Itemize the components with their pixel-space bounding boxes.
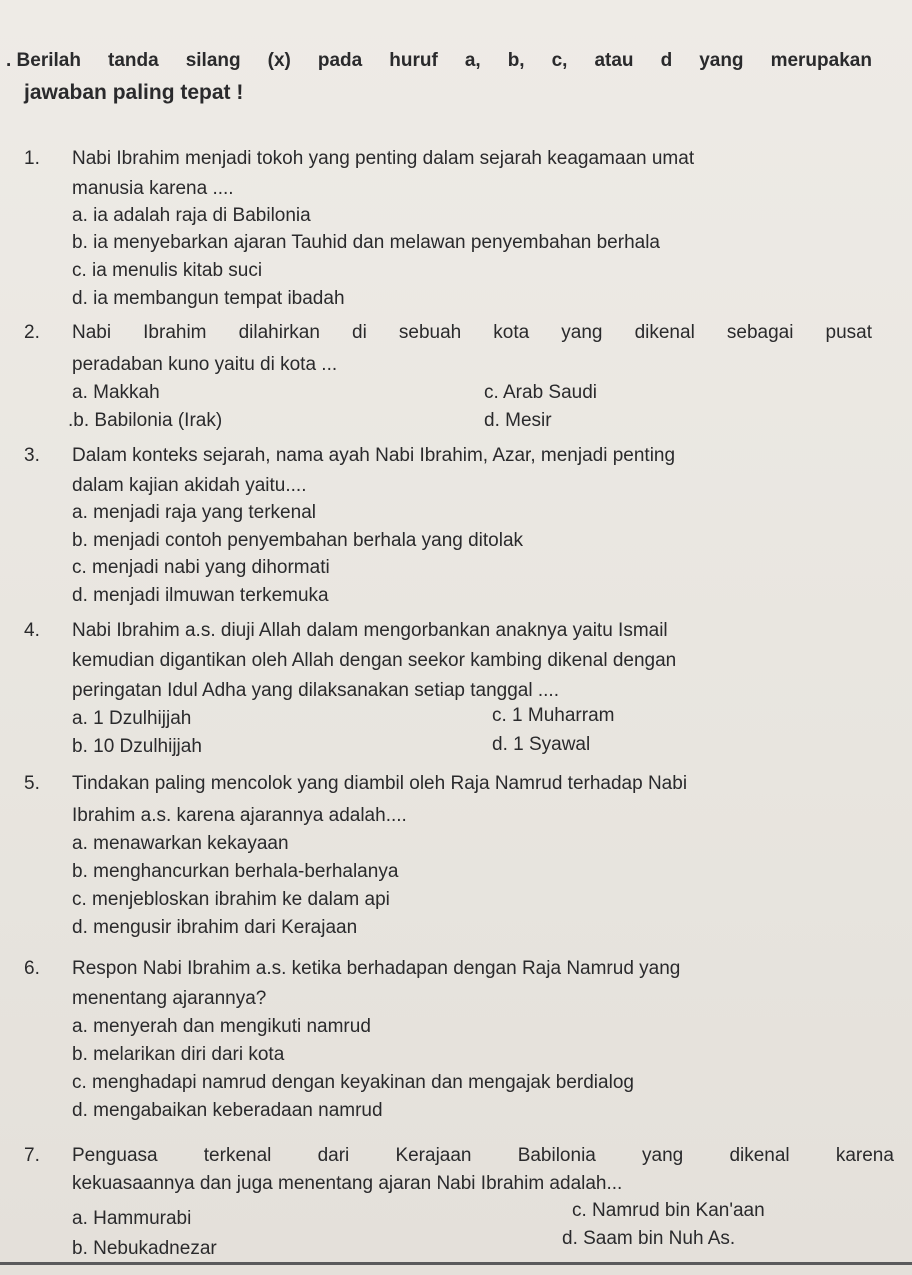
instr-word: c,	[551, 50, 568, 71]
question-4-option-b[interactable]: b. 10 Dzulhijjah	[72, 736, 202, 757]
q2-word: sebuah	[398, 322, 462, 343]
instr-word: . Berilah	[6, 50, 81, 71]
question-4-option-d[interactable]: d. 1 Syawal	[492, 734, 591, 755]
q7-word: Kerajaan	[395, 1145, 472, 1166]
question-6-line-1: Respon Nabi Ibrahim a.s. ketika berhadapan dengan Raja Namrud yang	[72, 958, 681, 979]
question-6-number: 6.	[24, 958, 40, 979]
instr-word: a,	[464, 50, 481, 71]
question-5-option-a[interactable]: a. menawarkan kekayaan	[72, 833, 289, 854]
question-7-line-2: kekuasaannya dan juga menentang ajaran Nabi Ibrahim adalah...	[72, 1173, 623, 1194]
question-3-option-c[interactable]: c. menjadi nabi yang dihormati	[72, 557, 330, 578]
question-5-option-d[interactable]: d. mengusir ibrahim dari Kerajaan	[72, 917, 358, 938]
question-5-option-c[interactable]: c. menjebloskan ibrahim ke dalam api	[72, 889, 390, 910]
question-3-line-2: dalam kajian akidah yaitu....	[72, 475, 307, 496]
question-6-option-d[interactable]: d. mengabaikan keberadaan namrud	[72, 1100, 383, 1121]
q7-word: dari	[317, 1145, 350, 1166]
question-1-number: 1.	[24, 148, 40, 169]
question-2-option-c[interactable]: c. Arab Saudi	[484, 382, 598, 403]
instr-word: huruf	[389, 50, 438, 71]
question-4-option-c[interactable]: c. 1 Muharram	[492, 705, 615, 726]
q2-word: dilahirkan	[238, 322, 320, 343]
instr-word: merupakan	[770, 50, 872, 71]
q7-word: Penguasa	[72, 1145, 158, 1166]
instr-word: d	[660, 50, 673, 71]
question-6-option-a[interactable]: a. menyerah dan mengikuti namrud	[72, 1016, 371, 1037]
question-5-number: 5.	[24, 773, 40, 794]
q2-word: dikenal	[634, 322, 695, 343]
question-5-line-2: Ibrahim a.s. karena ajarannya adalah....	[72, 805, 407, 826]
question-7-option-b[interactable]: b. Nebukadnezar	[72, 1238, 217, 1259]
instr-word: pada	[317, 50, 363, 71]
instr-word: atau	[594, 50, 634, 71]
question-1-option-a[interactable]: a. ia adalah raja di Babilonia	[72, 205, 311, 226]
instr-word: tanda	[108, 50, 159, 71]
question-2-option-b[interactable]: .b. Babilonia (Irak)	[68, 410, 223, 431]
question-6-line-2: menentang ajarannya?	[72, 988, 267, 1009]
question-5-line-1: Tindakan paling mencolok yang diambil oleh Raja Namrud terhadap Nabi	[72, 773, 688, 794]
question-2-number: 2.	[24, 322, 40, 343]
question-7-option-d[interactable]: d. Saam bin Nuh As.	[562, 1228, 736, 1249]
question-3-option-d[interactable]: d. menjadi ilmuwan terkemuka	[72, 585, 329, 606]
q7-word: terkenal	[203, 1145, 272, 1166]
question-7-option-a[interactable]: a. Hammurabi	[72, 1208, 192, 1229]
q2-word: di	[352, 322, 367, 343]
q2-word: sebagai	[726, 322, 794, 343]
q7-word: dikenal	[729, 1145, 790, 1166]
question-3-option-b[interactable]: b. menjadi contoh penyembahan berhala yang ditolak	[72, 530, 524, 551]
instr-word: (x)	[267, 50, 291, 71]
question-1-line-1: Nabi Ibrahim menjadi tokoh yang penting dalam sejarah keagamaan umat	[72, 148, 695, 169]
q2-word: pusat	[825, 322, 872, 343]
question-4-option-a[interactable]: a. 1 Dzulhijjah	[72, 708, 192, 729]
question-7-number: 7.	[24, 1145, 40, 1166]
question-2-line-2: peradaban kuno yaitu di kota ...	[72, 354, 338, 375]
question-4-line-2: kemudian digantikan oleh Allah dengan seekor kambing dikenal dengan	[72, 650, 677, 671]
q2-word: Ibrahim	[143, 322, 207, 343]
bottom-rule-line	[0, 1262, 912, 1265]
question-2-line-1	[72, 322, 872, 344]
q2-word: kota	[493, 322, 530, 343]
q7-word: Babilonia	[517, 1145, 596, 1166]
question-2-option-d[interactable]: d. Mesir	[484, 410, 552, 431]
question-6-option-c[interactable]: c. menghadapi namrud dengan keyakinan dan mengajak berdialog	[72, 1072, 634, 1093]
question-4-line-3: peringatan Idul Adha yang dilaksanakan setiap tanggal ....	[72, 680, 559, 701]
question-3-option-a[interactable]: a. menjadi raja yang terkenal	[72, 502, 316, 523]
question-7-line-1	[72, 1145, 894, 1167]
question-1-option-b[interactable]: b. ia menyebarkan ajaran Tauhid dan melawan penyembahan berhala	[72, 232, 660, 253]
question-3-line-1: Dalam konteks sejarah, nama ayah Nabi Ibrahim, Azar, menjadi penting	[72, 445, 676, 466]
instr-word: yang	[699, 50, 744, 71]
instr-word: silang	[185, 50, 241, 71]
question-6-option-b[interactable]: b. melarikan diri dari kota	[72, 1044, 285, 1065]
question-1-line-2: manusia karena ....	[72, 178, 234, 199]
q7-word: yang	[642, 1145, 684, 1166]
question-4-line-1: Nabi Ibrahim a.s. diuji Allah dalam mengorbankan anaknya yaitu Ismail	[72, 620, 668, 641]
question-5-option-b[interactable]: b. menghancurkan berhala-berhalanya	[72, 861, 399, 882]
q2-word: Nabi	[72, 322, 112, 343]
q2-word: yang	[561, 322, 603, 343]
question-1-option-d[interactable]: d. ia membangun tempat ibadah	[72, 288, 345, 309]
question-3-number: 3.	[24, 445, 40, 466]
instr-word: b,	[507, 50, 525, 71]
question-2-option-a[interactable]: a. Makkah	[72, 382, 160, 403]
instructions-line-2: jawaban paling tepat !	[24, 81, 244, 104]
question-1-option-c[interactable]: c. ia menulis kitab suci	[72, 260, 263, 281]
question-4-number: 4.	[24, 620, 40, 641]
question-7-option-c[interactable]: c. Namrud bin Kan'aan	[572, 1200, 765, 1221]
q7-word: karena	[835, 1145, 894, 1166]
instructions-line-1	[6, 50, 872, 72]
